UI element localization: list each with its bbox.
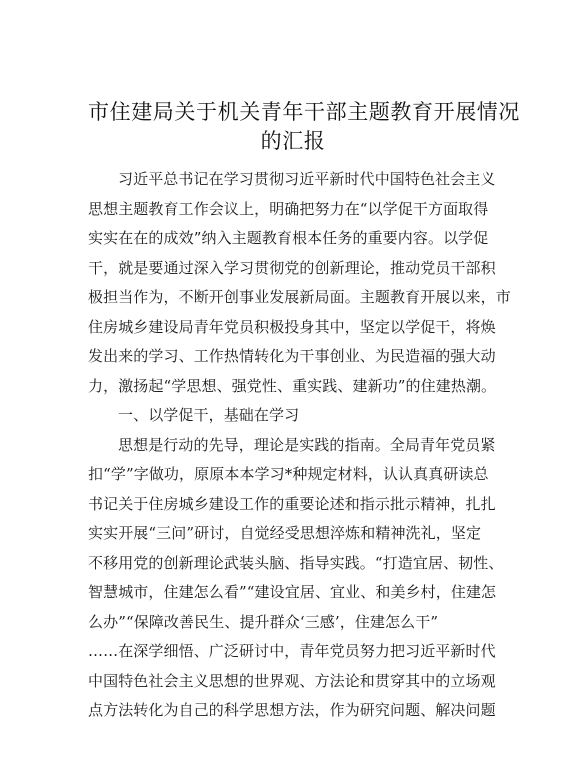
paragraph-line: 思想主题教育工作会议上，明确把努力在“以学促干方面取得: [88, 199, 489, 218]
paragraph-line: 中国特色社会主义思想的世界观、方法论和贯穿其中的立场观: [88, 671, 496, 690]
document-title: [88, 98, 520, 156]
paragraph-line: ……在深学细悟、广泛研讨中，青年党员努力把习近平新时代: [88, 642, 496, 660]
paragraph-line: 住房城乡建设局青年党员积极投身其中，坚定以学促干，将焕: [88, 317, 496, 336]
section1-paragraph: [88, 431, 504, 726]
paragraph-line: 智慧城市，住建怎么看”“建设宜居、宜业、和美乡村，住建怎: [88, 583, 497, 601]
paragraph-line: 扣“学”字做功，原原本本学习*种规定材料，认认真真研读总: [88, 465, 489, 483]
paragraph-line: 不移用党的创新理论武装头脑、指导实践。“打造宜居、韧性、: [88, 553, 504, 572]
paragraph-line: 发出来的学习、工作热情转化为干事创业、为民造福的强大动: [88, 347, 496, 365]
paragraph-line: 书记关于住房城乡建设工作的重要论述和指示批示精神，扎扎: [88, 494, 496, 513]
paragraph-line: 么办”“保障改善民生、提升群众‘三感’，住建怎么干”: [88, 612, 439, 631]
intro-paragraph: [88, 165, 511, 401]
section-heading: 一、以学促干，基础在学习: [118, 406, 300, 424]
paragraph-line: 点方法转化为自己的科学思想方法，作为研究问题、解决问题: [88, 701, 496, 719]
paragraph-line: 干，就是要通过深入学习贯彻党的创新理论，推动党员干部积: [88, 258, 496, 277]
paragraph-line: 习近平总书记在学习贯彻习近平新时代中国特色社会主义: [118, 170, 496, 188]
paragraph-line: 力，激扬起“学思想、强党性、重实践、建新功”的住建热潮。: [88, 376, 497, 395]
paragraph-line: 思想是行动的先导，理论是实践的指南。全局青年党员紧: [118, 435, 496, 454]
title-line-1: 市住建局关于机关青年干部主题教育开展情况: [88, 100, 520, 124]
paragraph-line: 极担当作为，不断开创事业发展新局面。主题教育开展以来，市: [88, 288, 511, 306]
document-body: [88, 165, 511, 726]
paragraph-line: 实实在在的成效”纳入主题教育根本任务的重要内容。以学促: [88, 229, 489, 247]
paragraph-line: 实实开展“三问”研讨，自觉经受思想淬炼和精神洗礼，坚定: [88, 524, 482, 542]
title-line-2: 的汇报: [260, 129, 326, 153]
